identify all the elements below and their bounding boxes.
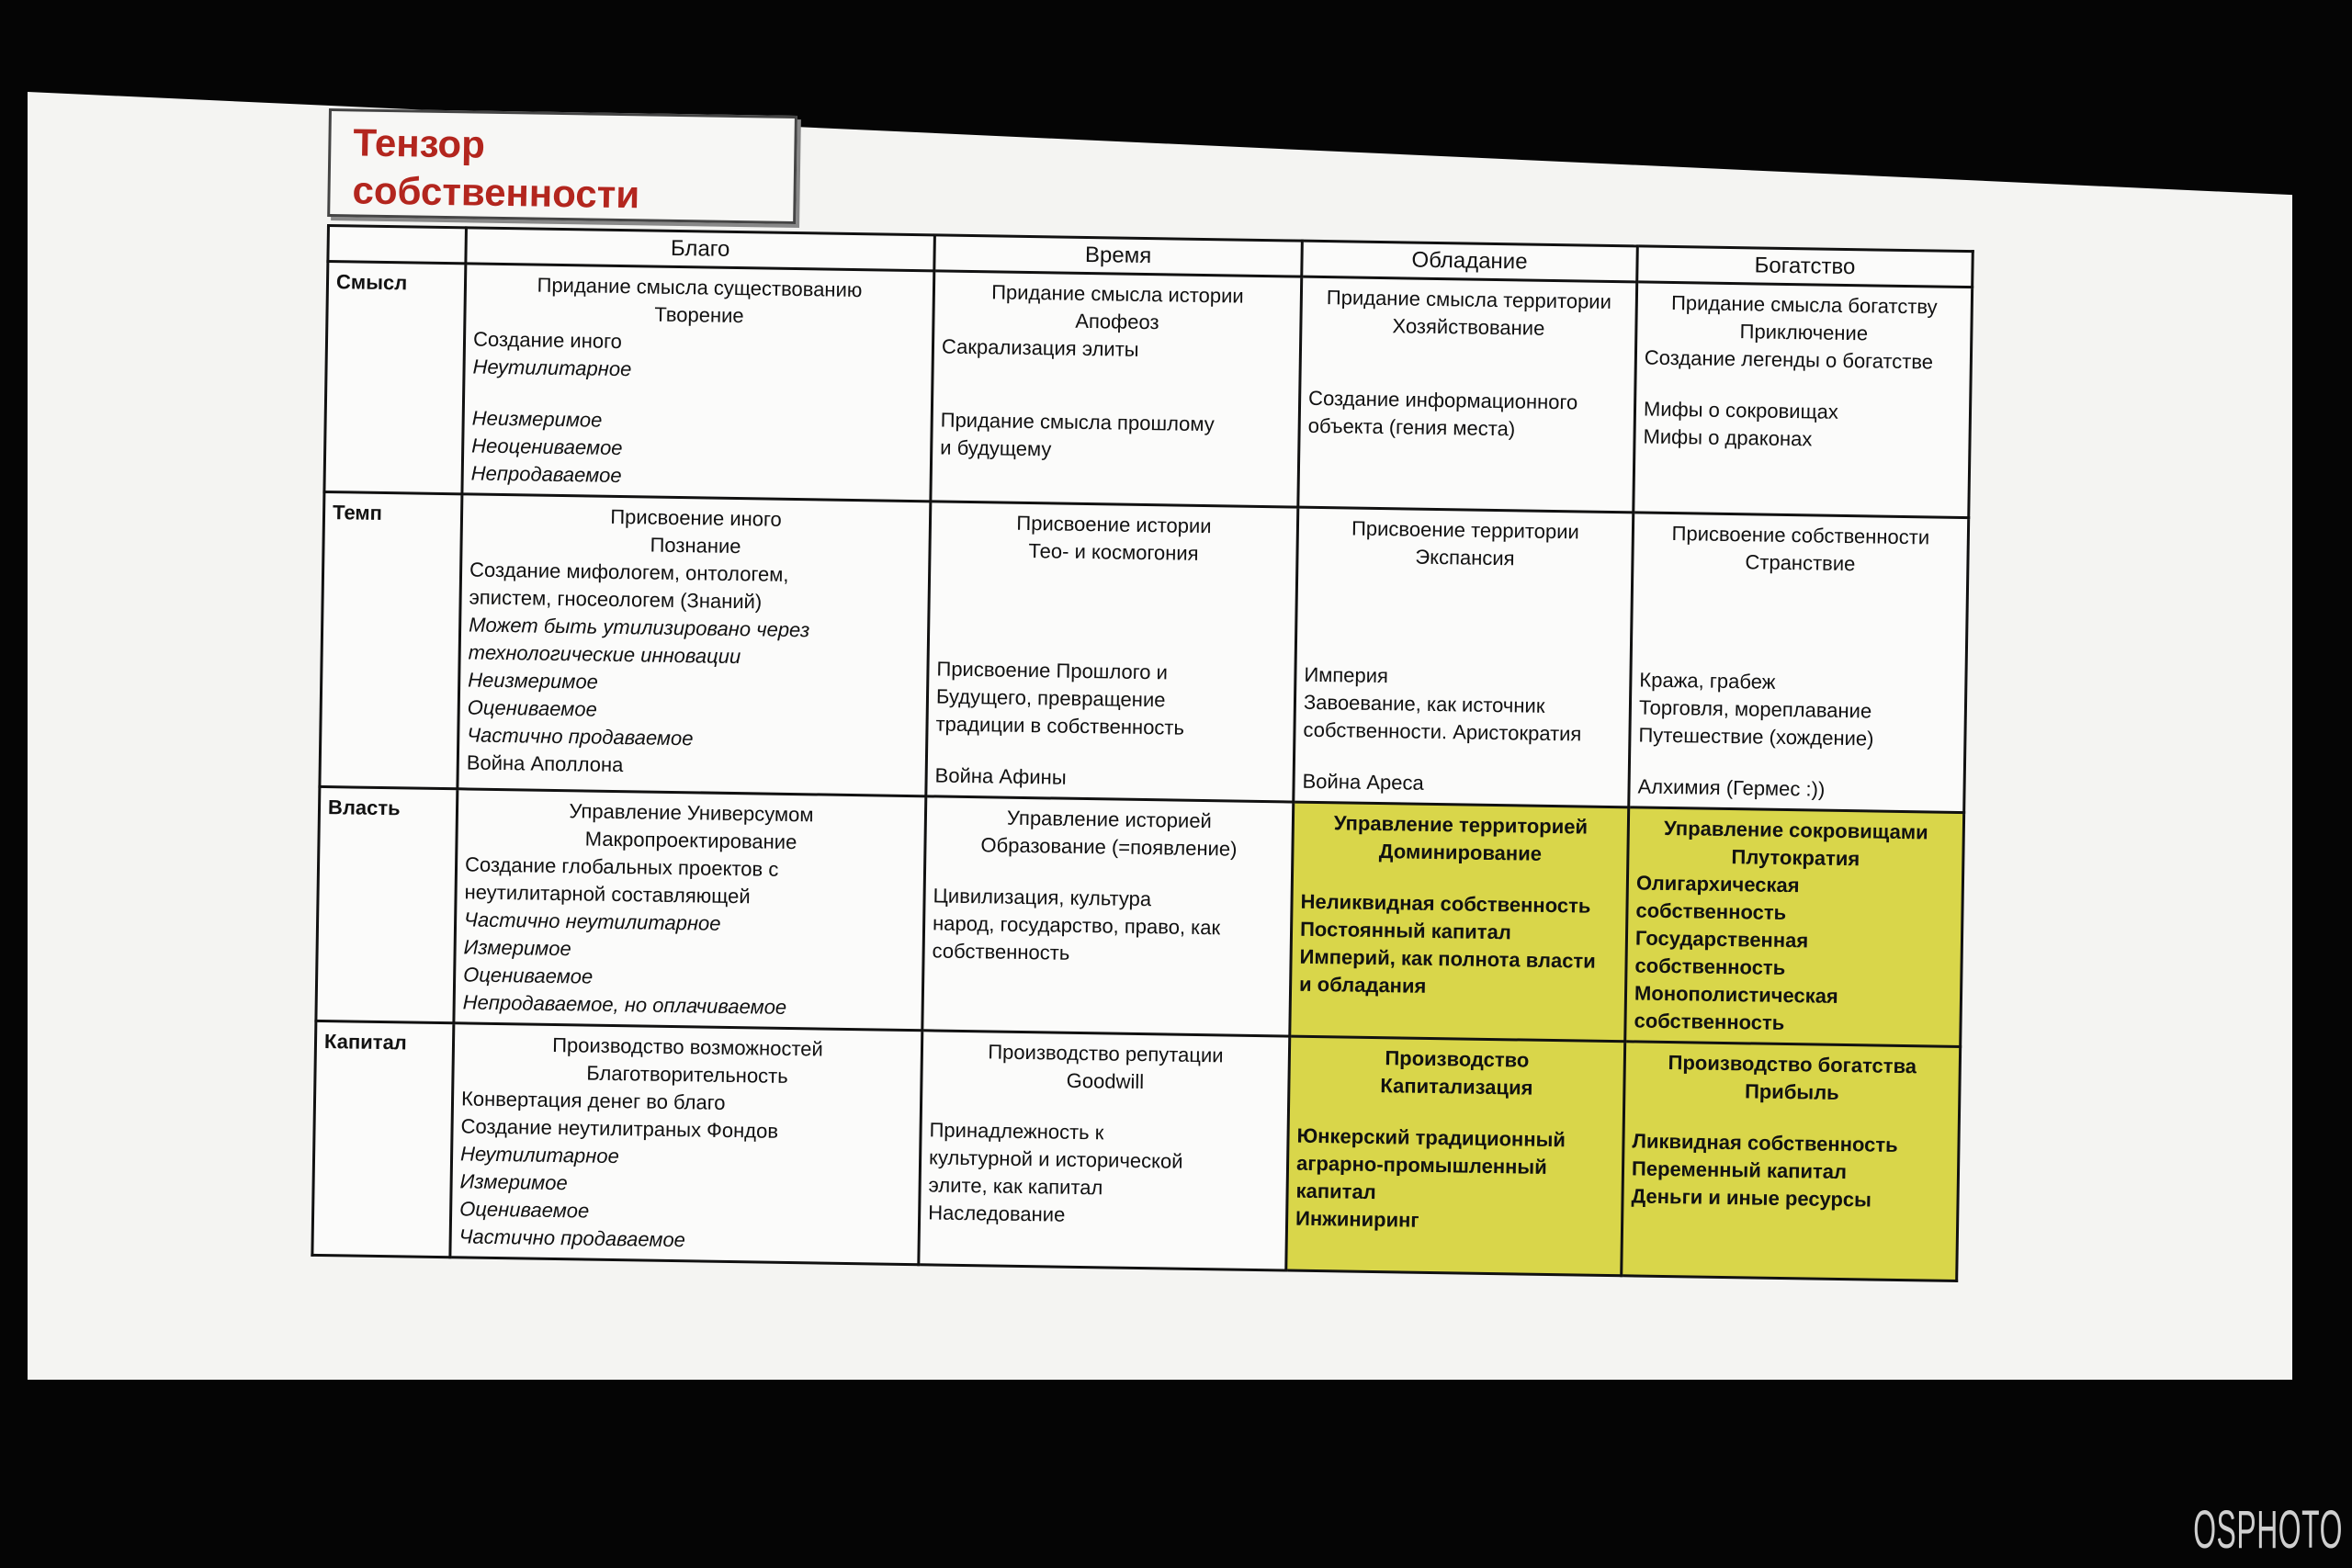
cell-text-line: Частично продаваемое: [467, 723, 694, 750]
table-cell: [1634, 282, 1973, 518]
cell-text-line: Алхимия (Гермес :)): [1637, 774, 1826, 801]
cell-text-line: Оцениваемое: [459, 1197, 590, 1223]
cell-text-line: объекта (гения места): [1307, 413, 1516, 441]
column-header-obladanie: Обладание: [1302, 241, 1638, 282]
cell-subheading: Хозяйствование: [1392, 314, 1545, 340]
cell-text-line: Империй, как полнота власти: [1299, 944, 1596, 973]
cell-text-line: Создание мифологем, онтологем,: [469, 558, 789, 586]
table-cell: [919, 1031, 1290, 1270]
cell-subheading: Образование (=появление): [980, 833, 1238, 861]
cell-heading: Управление Универсумом: [569, 799, 814, 827]
table-cell: [458, 494, 931, 796]
table-cell: [1622, 1042, 1961, 1281]
cell-text-line: Непродаваемое: [470, 461, 622, 488]
cell-heading: Управление историей: [1006, 806, 1213, 833]
cell-text-line: Война Афины: [934, 763, 1067, 789]
table-row: [320, 491, 1969, 812]
table-cell: [1298, 276, 1637, 513]
cell-text-line: культурной и исторической: [928, 1145, 1183, 1173]
slide: [311, 108, 2023, 1283]
cell-text-line: Олигархическая: [1635, 871, 1800, 897]
table-cell: [926, 502, 1298, 802]
cell-text-line: собственность: [932, 939, 1070, 964]
table-cell: [454, 789, 926, 1031]
cell-text-line: Оцениваемое: [467, 695, 598, 721]
row-header: Капитал: [312, 1021, 454, 1257]
cell-subheading: Апофеоз: [1075, 309, 1159, 334]
column-header-vremya: Время: [934, 235, 1303, 276]
cell-text-line: и обладания: [1298, 972, 1427, 998]
cell-heading: Производство репутации: [988, 1040, 1224, 1067]
cell-text-line: аграрно-промышленный: [1295, 1151, 1547, 1179]
row-header: Смысл: [324, 262, 466, 494]
cell-text-line: собственность: [1634, 1009, 1785, 1035]
cell-text-line: Неизмеримое: [468, 668, 599, 694]
row-header: Власть: [316, 786, 458, 1022]
cell-text-line: Принадлежность к: [929, 1118, 1104, 1145]
table-cell: [931, 271, 1302, 507]
cell-text-line: Создание легенды о богатстве: [1644, 345, 1934, 374]
cell-text-line: и будущему: [940, 435, 1052, 461]
corner-cell: [328, 226, 467, 264]
column-header-blago: Благо: [466, 228, 935, 271]
table-cell: [922, 796, 1294, 1036]
cell-text-line: Государственная: [1634, 926, 1809, 953]
cell-subheading: Странствие: [1745, 550, 1856, 576]
cell-subheading: Экспансия: [1415, 545, 1515, 570]
cell-heading: Присвоение иного: [610, 504, 782, 531]
table-cell: [1286, 1036, 1625, 1276]
cell-text-line: Частично продаваемое: [458, 1224, 686, 1252]
cell-text-line: Придание смысла прошлому: [940, 408, 1215, 436]
cell-text-line: Неутилитарное: [459, 1142, 620, 1168]
spacer: [1640, 620, 1959, 671]
cell-text-line: Может быть утилизировано через: [468, 613, 810, 642]
cell-text-line: Переменный капитал: [1631, 1156, 1848, 1184]
spacer: [1640, 574, 1959, 625]
cell-text-line: технологические инновации: [468, 640, 741, 669]
cell-text-line: Сакрализация элиты: [941, 334, 1139, 361]
cell-text-line: Неутилитарное: [472, 355, 632, 381]
slide-title-box: [327, 108, 797, 224]
tensor-table: [311, 224, 1973, 1282]
cell-text-line: Создание информационного: [1307, 386, 1578, 414]
table-cell: [462, 264, 934, 502]
cell-heading: Придание смысла истории: [991, 280, 1244, 308]
spacer: [1305, 615, 1623, 666]
cell-text-line: Неизмеримое: [471, 406, 603, 432]
cell-text-line: Оцениваемое: [463, 963, 594, 988]
cell-text-line: Измеримое: [459, 1169, 568, 1195]
table-cell: [1294, 507, 1634, 807]
row-header: Темп: [320, 491, 462, 788]
cell-text-line: Постоянный капитал: [1299, 917, 1511, 944]
cell-subheading: Тео- и космогония: [1028, 539, 1199, 565]
spacer: [1305, 570, 1623, 620]
cell-text-line: традиции в собственность: [935, 712, 1185, 739]
column-header-bogatstvo: Богатство: [1637, 246, 1973, 288]
cell-text-line: собственность: [1634, 953, 1786, 980]
cell-text-line: народ, государство, право, как: [932, 911, 1221, 940]
photo-watermark: OSPHOTO: [2193, 1500, 2343, 1560]
cell-heading: Производство: [1385, 1046, 1530, 1072]
cell-text-line: элите, как капитал: [928, 1173, 1103, 1200]
cell-text-line: Война Аполлона: [466, 750, 624, 777]
cell-subheading: Познание: [650, 533, 741, 558]
cell-text-line: Неоцениваемое: [471, 434, 623, 460]
cell-text-line: Создание неутилитраных Фондов: [460, 1114, 779, 1143]
cell-text-line: Создание иного: [472, 327, 623, 354]
spacer: [937, 609, 1288, 660]
cell-text-line: эпистем, гносеологем (Знаний): [469, 585, 763, 614]
cell-subheading: Goodwill: [1066, 1068, 1145, 1094]
cell-subheading: Прибыль: [1744, 1079, 1839, 1104]
cell-subheading: Благотворительность: [586, 1061, 788, 1088]
table-cell: [1625, 807, 1964, 1047]
cell-heading: Производство богатства: [1668, 1051, 1917, 1078]
slide-title-line-1: Тензор: [353, 120, 486, 166]
spacer: [938, 563, 1289, 615]
cell-subheading: Капитализация: [1380, 1074, 1533, 1100]
cell-text-line: Инжиниринг: [1295, 1206, 1419, 1232]
cell-subheading: Макропроектирование: [584, 827, 797, 854]
cell-text-line: Ликвидная собственность: [1632, 1129, 1898, 1156]
cell-text-line: Деньги и иные ресурсы: [1631, 1184, 1872, 1212]
cell-subheading: Творение: [654, 302, 744, 328]
cell-heading: Производство возможностей: [551, 1032, 823, 1061]
cell-text-line: Юнкерский традиционный: [1296, 1123, 1566, 1152]
cell-text-line: Создание глобальных проектов с: [464, 852, 779, 881]
cell-heading: Присвоение истории: [1016, 511, 1212, 538]
table-row: [316, 786, 1964, 1046]
cell-text-line: Империя: [1304, 662, 1389, 688]
cell-heading: Присвоение территории: [1351, 516, 1579, 544]
cell-subheading: Доминирование: [1378, 840, 1543, 865]
cell-text-line: капитал: [1295, 1179, 1376, 1204]
cell-heading: Управление территорией: [1333, 811, 1589, 839]
cell-text-line: Завоевание, как источник: [1303, 690, 1545, 717]
cell-heading: Управление сокровищами: [1663, 816, 1928, 844]
table-cell: [1629, 513, 1969, 813]
cell-text-line: Путешествие (хождение): [1638, 723, 1874, 750]
spacer: [941, 361, 1292, 412]
cell-text-line: собственность: [1635, 898, 1787, 925]
cell-text-line: собственности. Аристократия: [1303, 717, 1582, 746]
cell-text-line: Война Ареса: [1302, 769, 1424, 795]
cell-text-line: Присвоение Прошлого и: [936, 657, 1169, 684]
cell-heading: Придание смысла богатству: [1670, 290, 1938, 319]
cell-text-line: Частично неутилитарное: [463, 908, 721, 935]
cell-text-line: Измеримое: [463, 935, 571, 961]
cell-text-line: Будущего, превращение: [935, 684, 1166, 712]
cell-subheading: Плутократия: [1731, 845, 1860, 871]
cell-text-line: Цивилизация, культура: [933, 884, 1152, 911]
cell-subheading: Приключение: [1739, 320, 1869, 345]
spacer: [1308, 339, 1627, 389]
cell-text-line: Непродаваемое, но оплачиваемое: [462, 990, 787, 1019]
cell-text-line: Торговля, мореплавание: [1638, 695, 1872, 723]
cell-text-line: Конвертация денег во благо: [460, 1087, 726, 1114]
slide-title-line-2: собственности: [352, 168, 640, 217]
cell-text-line: Монополистическая: [1634, 981, 1838, 1008]
table-cell: [1290, 802, 1629, 1042]
cell-heading: Придание смысла территории: [1326, 286, 1612, 313]
cell-text-line: неутилитарной составляющей: [464, 880, 751, 908]
cell-heading: Придание смысла существованию: [537, 273, 863, 302]
cell-text-line: Неликвидная собственность: [1300, 889, 1591, 918]
table-cell: [450, 1023, 922, 1265]
cell-text-line: Наследование: [928, 1201, 1066, 1226]
cell-text-line: Кража, грабеж: [1639, 668, 1776, 694]
cell-text-line: Мифы о драконах: [1643, 424, 1813, 451]
table-row: [312, 1021, 1961, 1280]
cell-heading: Присвоение собственности: [1671, 522, 1930, 549]
cell-text-line: Мифы о сокровищах: [1643, 397, 1839, 423]
table-row: [324, 262, 1973, 518]
